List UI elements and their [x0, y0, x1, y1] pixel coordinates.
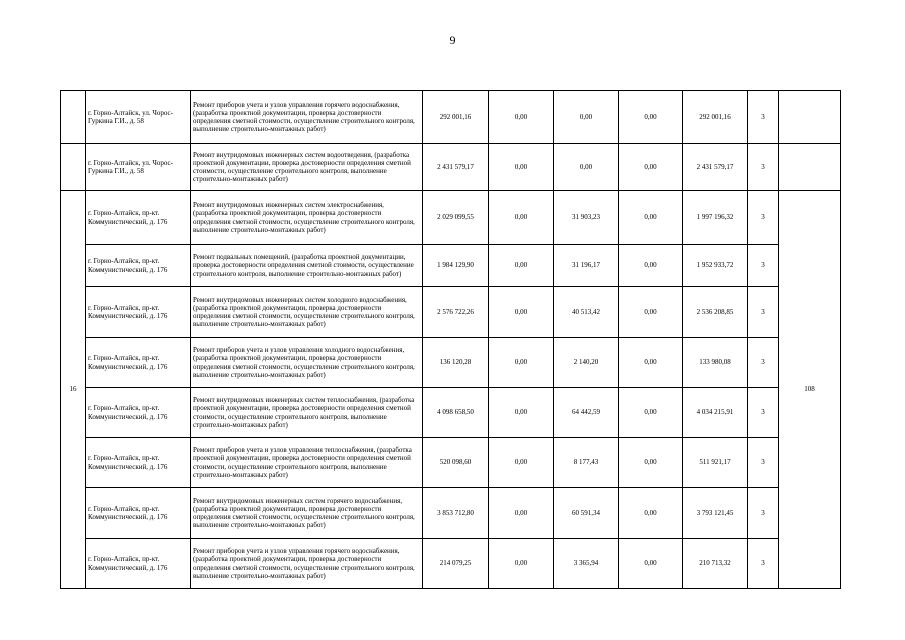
repair-works-table [60, 90, 841, 589]
value-cell-5: 2 536 208,85 [683, 287, 748, 338]
value-cell-2: 0,00 [489, 91, 554, 144]
value-cell-5: 133 980,08 [683, 338, 748, 388]
group-total-cell-blank [779, 144, 841, 191]
work-description-cell: Ремонт внутридомовых инженерных систем теплоснабжения, (разработка проектной документации, проверка достоверности определения сметной стоимости, осуществление строительного контроля, выполнение строительно-монтажных работ) [191, 388, 423, 438]
work-description-cell: Ремонт подвальных помещений, (разработка проектной документации, проверка достоверности определения сметной стоимости, осуществление строительного контроля, выполнение строительно-монтажных работ) [191, 245, 423, 287]
total-cost-cell: 4 098 658,50 [423, 388, 489, 438]
value-cell-3: 31 903,23 [554, 191, 619, 245]
work-description-cell: Ремонт внутридомовых инженерных систем электроснабжения, (разработка проектной документации, проверка достоверности определения сметной стоимости, осуществление строительного контроля, выполнение строительно-монтажных работ) [191, 191, 423, 245]
table-row [61, 191, 841, 245]
count-cell: 3 [748, 91, 779, 144]
total-cost-cell: 3 853 712,80 [423, 488, 489, 539]
total-cost-cell: 214 079,25 [423, 539, 489, 589]
value-cell-2: 0,00 [489, 488, 554, 539]
total-cost-cell: 2 576 722,26 [423, 287, 489, 338]
value-cell-2: 0,00 [489, 388, 554, 438]
total-cost-cell: 1 984 129,90 [423, 245, 489, 287]
total-cost-cell: 2 431 579,17 [423, 144, 489, 191]
table-row [61, 287, 841, 338]
count-cell: 3 [748, 438, 779, 488]
value-cell-5: 1 952 933,72 [683, 245, 748, 287]
address-cell: г. Горно-Алтайск, пр-кт. Коммунистический, д. 176 [86, 438, 191, 488]
value-cell-2: 0,00 [489, 287, 554, 338]
value-cell-4: 0,00 [619, 144, 683, 191]
work-description-cell: Ремонт приборов учета и узлов управления горячего водоснабжения, (разработка проектной документации, проверка достоверности определения сметной стоимости, осуществление строительного контроля, выполнение строительно-монтажных работ) [191, 539, 423, 589]
value-cell-3: 64 442,59 [554, 388, 619, 438]
address-cell: г. Горно-Алтайск, пр-кт. Коммунистический, д. 176 [86, 191, 191, 245]
count-cell: 3 [748, 287, 779, 338]
work-description-cell: Ремонт приборов учета и узлов управления горячего водоснабжения, (разработка проектной документации, проверка достоверности определения сметной стоимости, осуществление строительного контроля, выполнение строительно-монтажных работ) [191, 91, 423, 144]
address-cell: г. Горно-Алтайск, пр-кт. Коммунистический, д. 176 [86, 539, 191, 589]
value-cell-2: 0,00 [489, 438, 554, 488]
value-cell-3: 8 177,43 [554, 438, 619, 488]
address-cell: г. Горно-Алтайск, ул. Чорос-Гуркина Г.И., д. 58 [86, 91, 191, 144]
value-cell-4: 0,00 [619, 438, 683, 488]
value-cell-3: 60 591,34 [554, 488, 619, 539]
value-cell-4: 0,00 [619, 245, 683, 287]
value-cell-5: 4 034 215,91 [683, 388, 748, 438]
value-cell-2: 0,00 [489, 539, 554, 589]
count-cell: 3 [748, 388, 779, 438]
value-cell-4: 0,00 [619, 191, 683, 245]
value-cell-2: 0,00 [489, 338, 554, 388]
value-cell-5: 1 997 196,32 [683, 191, 748, 245]
value-cell-2: 0,00 [489, 245, 554, 287]
count-cell: 3 [748, 191, 779, 245]
count-cell: 3 [748, 338, 779, 388]
group-number-cell-blank [61, 91, 86, 144]
address-cell: г. Горно-Алтайск, пр-кт. Коммунистический, д. 176 [86, 488, 191, 539]
value-cell-4: 0,00 [619, 91, 683, 144]
work-description-cell: Ремонт внутридомовых инженерных систем водоотведения, (разработка проектной документации, проверка достоверности определения сметной стоимости, осуществление строительного контроля, выполнение строительно-монтажных работ) [191, 144, 423, 191]
count-cell: 3 [748, 245, 779, 287]
group-total-cell-blank [779, 91, 841, 144]
work-description-cell: Ремонт приборов учета и узлов управления холодного водоснабжения, (разработка проектной документации, проверка достоверности определения сметной стоимости, осуществление строительного контроля, выполнение строительно-монтажных работ) [191, 338, 423, 388]
value-cell-5: 3 793 121,45 [683, 488, 748, 539]
value-cell-2: 0,00 [489, 191, 554, 245]
value-cell-5: 2 431 579,17 [683, 144, 748, 191]
count-cell: 3 [748, 144, 779, 191]
table-row [61, 144, 841, 191]
value-cell-4: 0,00 [619, 338, 683, 388]
value-cell-2: 0,00 [489, 144, 554, 191]
work-description-cell: Ремонт приборов учета и узлов управления теплоснабжения, (разработка проектной документации, проверка достоверности определения сметной стоимости, осуществление строительного контроля, выполнение строительно-монтажных работ) [191, 438, 423, 488]
address-cell: г. Горно-Алтайск, пр-кт. Коммунистический, д. 176 [86, 287, 191, 338]
value-cell-5: 292 001,16 [683, 91, 748, 144]
value-cell-3: 0,00 [554, 91, 619, 144]
group-number-cell-blank [61, 144, 86, 191]
table-row [61, 539, 841, 589]
page-number: 9 [449, 33, 456, 47]
group-number-cell: 16 [61, 191, 86, 589]
value-cell-4: 0,00 [619, 539, 683, 589]
address-cell: г. Горно-Алтайск, ул. Чорос-Гуркина Г.И., д. 58 [86, 144, 191, 191]
table-row [61, 338, 841, 388]
value-cell-4: 0,00 [619, 287, 683, 338]
work-description-cell: Ремонт внутридомовых инженерных систем холодного водоснабжения, (разработка проектной документации, проверка достоверности определения сметной стоимости, осуществление строительного контроля, выполнение строительно-монтажных работ) [191, 287, 423, 338]
work-description-cell: Ремонт внутридомовых инженерных систем горячего водоснабжения, (разработка проектной документации, проверка достоверности определения сметной стоимости, осуществление строительного контроля, выполнение строительно-монтажных работ) [191, 488, 423, 539]
table-row [61, 488, 841, 539]
group-total-cell: 108 [779, 191, 841, 589]
total-cost-cell: 520 098,60 [423, 438, 489, 488]
table-row [61, 245, 841, 287]
table-row [61, 438, 841, 488]
total-cost-cell: 292 001,16 [423, 91, 489, 144]
address-cell: г. Горно-Алтайск, пр-кт. Коммунистический, д. 176 [86, 388, 191, 438]
value-cell-4: 0,00 [619, 488, 683, 539]
value-cell-3: 31 196,17 [554, 245, 619, 287]
value-cell-3: 0,00 [554, 144, 619, 191]
value-cell-3: 3 365,94 [554, 539, 619, 589]
value-cell-3: 2 140,20 [554, 338, 619, 388]
address-cell: г. Горно-Алтайск, пр-кт. Коммунистический, д. 176 [86, 338, 191, 388]
address-cell: г. Горно-Алтайск, пр-кт. Коммунистический, д. 176 [86, 245, 191, 287]
value-cell-5: 210 713,32 [683, 539, 748, 589]
table-row [61, 388, 841, 438]
count-cell: 3 [748, 539, 779, 589]
table-row [61, 91, 841, 144]
count-cell: 3 [748, 488, 779, 539]
value-cell-5: 511 921,17 [683, 438, 748, 488]
value-cell-3: 40 513,42 [554, 287, 619, 338]
total-cost-cell: 136 120,28 [423, 338, 489, 388]
value-cell-4: 0,00 [619, 388, 683, 438]
total-cost-cell: 2 029 099,55 [423, 191, 489, 245]
